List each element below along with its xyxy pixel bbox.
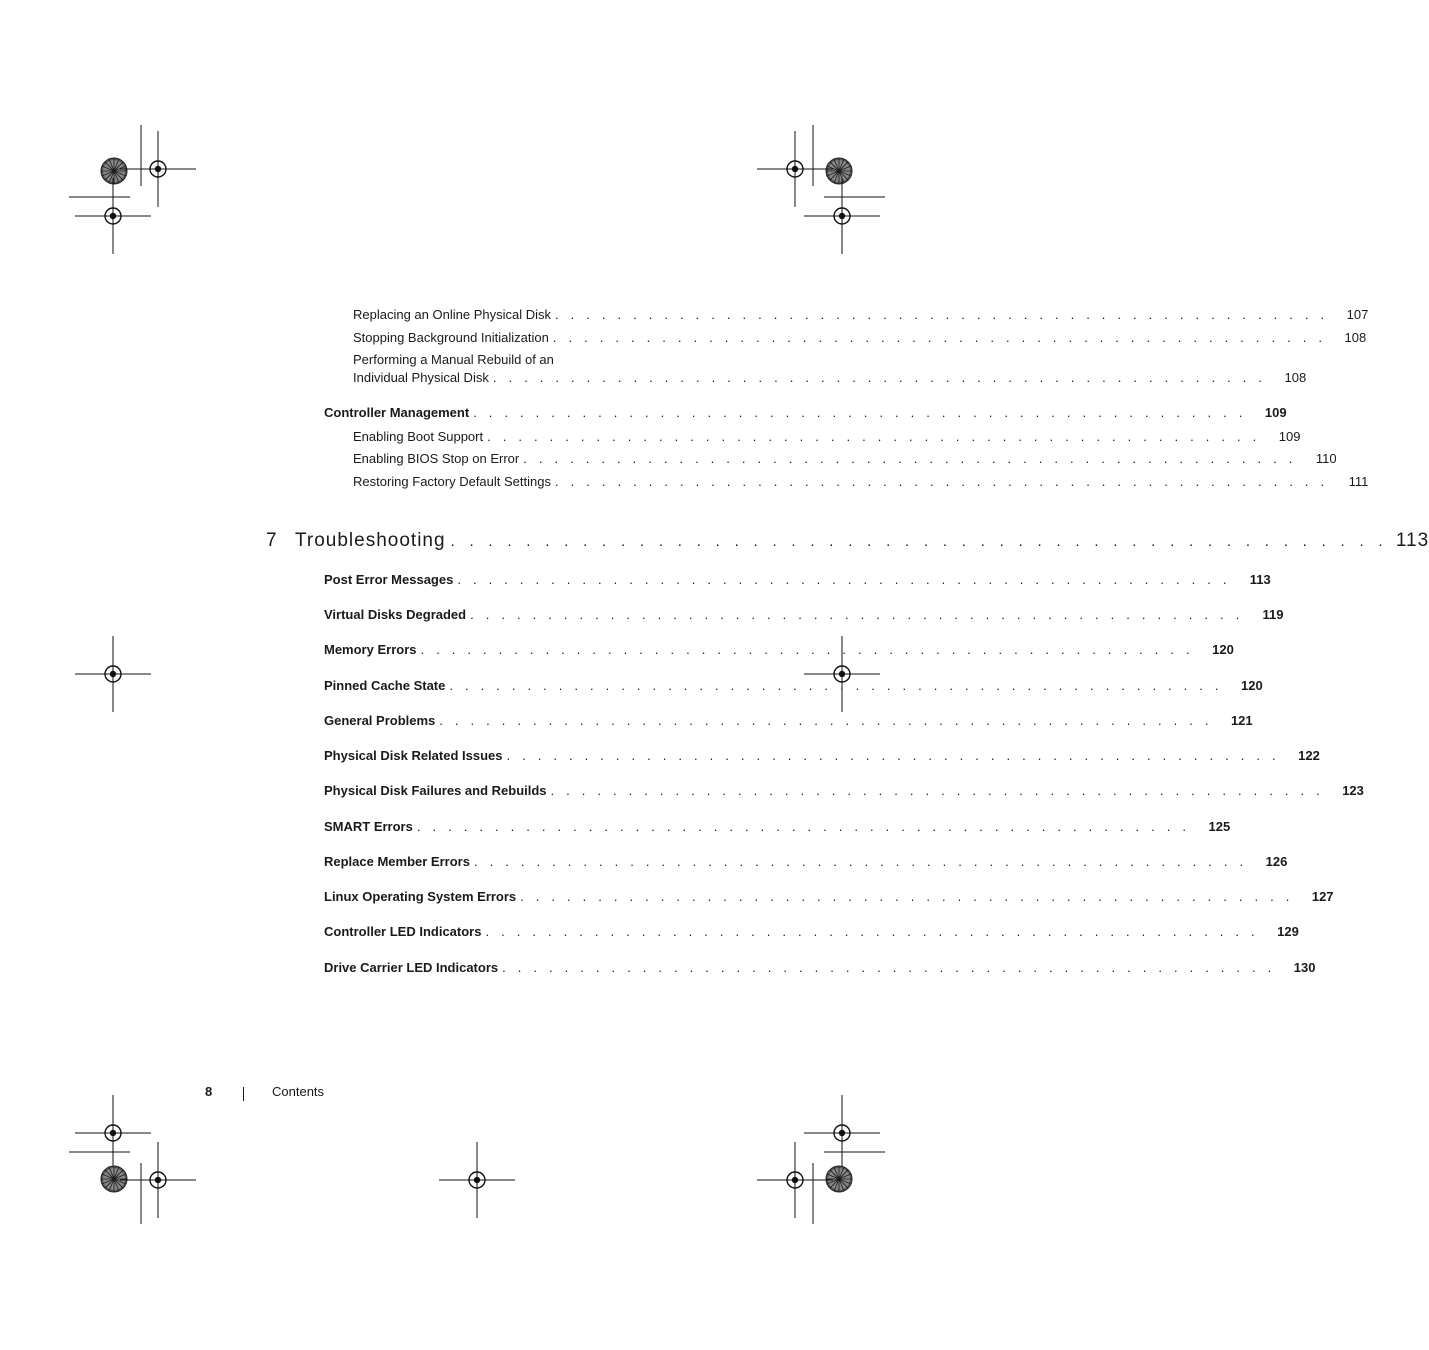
registration-target-icon xyxy=(120,131,196,207)
toc-section[interactable]: Physical Disk Failures and Rebuilds . . . . . . . . . . . . . . . . . . . . . . . . . . . . . . . . . . . . . . . . . . . . . . . . . . 123 xyxy=(324,783,1364,798)
toc-entry[interactable]: Enabling Boot Support . . . . . . . . . . . . . . . . . . . . . . . . . . . . . . . . . . . . . . . . . . . . . . . . . . 109 xyxy=(353,429,1301,444)
toc-entry[interactable]: Enabling BIOS Stop on Error . . . . . . . . . . . . . . . . . . . . . . . . . . . . . . . . . . . . . . . . . . . . . . . . . . 110 xyxy=(353,451,1337,466)
toc-section[interactable]: Post Error Messages . . . . . . . . . . . . . . . . . . . . . . . . . . . . . . . . . . . . . . . . . . . . . . . . . . 113 xyxy=(324,572,1271,587)
registration-star-icon xyxy=(101,158,127,184)
toc-section[interactable]: Memory Errors . . . . . . . . . . . . . . . . . . . . . . . . . . . . . . . . . . . . . . . . . . . . . . . . . . 120 xyxy=(324,642,1234,657)
toc-section[interactable]: Pinned Cache State . . . . . . . . . . . . . . . . . . . . . . . . . . . . . . . . . . . . . . . . . . . . . . . . . . 120 xyxy=(324,678,1263,693)
registration-target-icon xyxy=(804,178,880,254)
toc-section[interactable]: SMART Errors . . . . . . . . . . . . . . . . . . . . . . . . . . . . . . . . . . . . . . . . . . . . . . . . . . 125 xyxy=(324,819,1231,834)
toc-entry[interactable]: Restoring Factory Default Settings . . . . . . . . . . . . . . . . . . . . . . . . . . . . . . . . . . . . . . . . . . . . . . . . . . 111 xyxy=(353,474,1369,489)
registration-star-icon xyxy=(826,1166,852,1192)
toc-section[interactable]: Replace Member Errors . . . . . . . . . . . . . . . . . . . . . . . . . . . . . . . . . . . . . . . . . . . . . . . . . . 126 xyxy=(324,854,1288,869)
registration-target-icon xyxy=(75,1095,151,1171)
toc-section[interactable]: Physical Disk Related Issues . . . . . . . . . . . . . . . . . . . . . . . . . . . . . . . . . . . . . . . . . . . . . . . . . . 122 xyxy=(324,748,1320,763)
footer-page-number: 8 xyxy=(205,1084,213,1099)
toc-chapter-troubleshooting[interactable]: 7 Troubleshooting . . . . . . . . . . . . . . . . . . . . . . . . . . . . . . . . . . . . . . . . . . . . . . . . . . 113 xyxy=(266,530,1429,551)
toc-entry[interactable]: Replacing an Online Physical Disk . . . . . . . . . . . . . . . . . . . . . . . . . . . . . . . . . . . . . . . . . . . . . . . . . . 107 xyxy=(353,307,1369,322)
registration-target-icon xyxy=(804,1095,880,1171)
registration-target-icon xyxy=(757,1142,833,1218)
registration-target-icon xyxy=(120,1142,196,1218)
crop-marks-top-right xyxy=(813,125,885,197)
toc-section[interactable]: Linux Operating System Errors . . . . . . . . . . . . . . . . . . . . . . . . . . . . . . . . . . . . . . . . . . . . . . . . . . 127 xyxy=(324,889,1334,904)
toc-entry[interactable]: Stopping Background Initialization . . . . . . . . . . . . . . . . . . . . . . . . . . . . . . . . . . . . . . . . . . . . . . . . . . 108 xyxy=(353,330,1367,345)
toc-section-controller-management[interactable]: Controller Management . . . . . . . . . . . . . . . . . . . . . . . . . . . . . . . . . . . . . . . . . . . . . . . . . . 109 xyxy=(324,405,1287,420)
toc-section[interactable]: General Problems . . . . . . . . . . . . . . . . . . . . . . . . . . . . . . . . . . . . . . . . . . . . . . . . . . 121 xyxy=(324,713,1253,728)
toc-section[interactable]: Controller LED Indicators . . . . . . . . . . . . . . . . . . . . . . . . . . . . . . . . . . . . . . . . . . . . . . . . . . 129 xyxy=(324,924,1299,939)
toc-section[interactable]: Virtual Disks Degraded . . . . . . . . . . . . . . . . . . . . . . . . . . . . . . . . . . . . . . . . . . . . . . . . . . 119 xyxy=(324,607,1284,622)
footer-divider xyxy=(243,1087,244,1101)
registration-star-icon xyxy=(826,158,852,184)
registration-target-icon xyxy=(439,1142,515,1218)
registration-star-icon xyxy=(101,1166,127,1192)
registration-target-icon xyxy=(75,178,151,254)
footer-section-title: Contents xyxy=(272,1084,325,1099)
registration-target-icon xyxy=(75,636,151,712)
toc-section[interactable]: Drive Carrier LED Indicators . . . . . . . . . . . . . . . . . . . . . . . . . . . . . . . . . . . . . . . . . . . . . . . . . . 130 xyxy=(324,960,1316,975)
registration-target-icon xyxy=(757,131,833,207)
toc-entry-manual-rebuild[interactable]: Performing a Manual Rebuild of an Individual Physical Disk . . . . . . . . . . . . . . . . . . . . . . . . . . . . . . . . . . . . . . . . . . . . . . . . . . 108 xyxy=(353,352,1307,385)
